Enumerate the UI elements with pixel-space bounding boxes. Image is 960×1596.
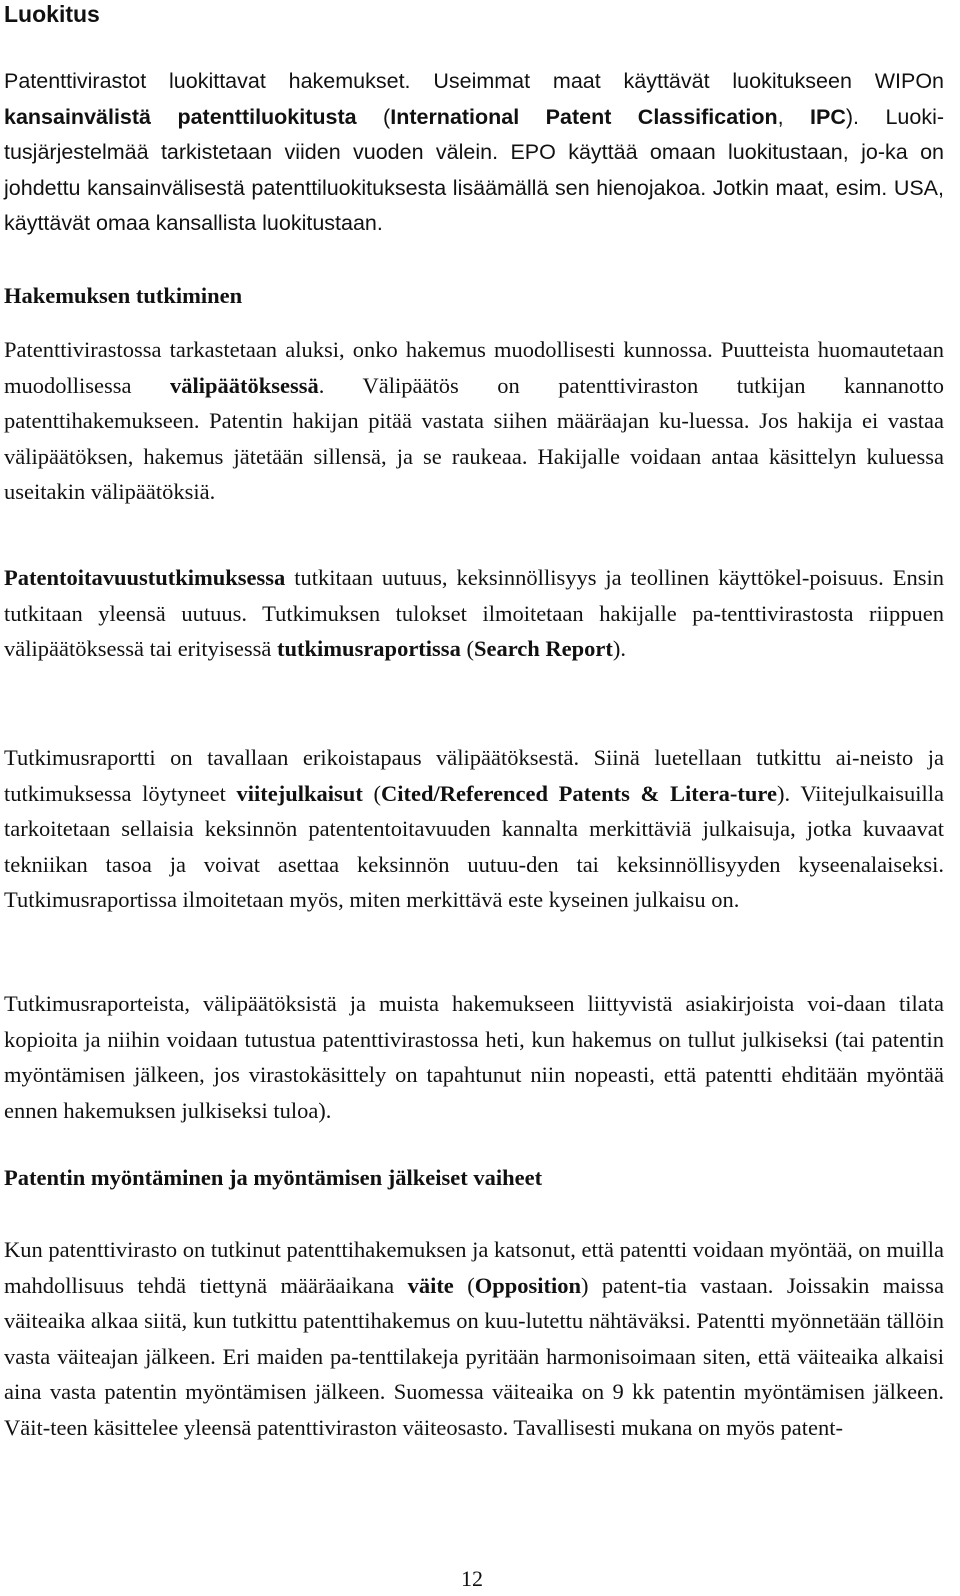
paragraph-valipaatos [4,332,944,510]
bold-term-cited-patents: Cited/Referenced Patents & Litera-ture [380,780,777,806]
paragraph-luokitus [4,64,944,242]
heading-hakemuksen-tutkiminen: Hakemuksen tutkiminen [4,283,243,308]
text-run: Patenttivirastossa tarkastetaan aluksi, onko hakemus muodollisesti kunnossa. Puutteista huomautetaan muodollisessa [4,337,944,398]
bold-term-viitejulkaisut: viitejulkaisut [236,780,363,806]
text-run: ). [612,636,627,661]
text-run: ( [356,104,391,129]
text-run: Kun patenttivirasto on tutkinut patenttihakemuksen ja katsonut, että patentti voidaan myöntää, on muilla mahdollisuus tehdä tiettynä määräaikana [4,1237,944,1298]
text-run: , [777,104,811,129]
bold-term-tutkimusraportti: tutkimusraportissa [277,636,461,661]
bold-term-search-report: Search Report [473,636,613,661]
text-run: ). Viitejulkaisuilla tarkoitetaan sellaisia keksinnön patententoitavuuden kannalta merkittäviä julkaisuja, jotka kuvaavat tekniikan tasoa ja voivat asettaa keksinnön uutuu-den tai keksinnöllisyyden kyseenalaiseksi. Tutkimusraportissa ilmoitetaan myös, miten merkittävä este kyseinen julkaisu on. [4,780,944,912]
text-run: ) patent-tia vastaan. Joissakin maissa väiteaika alkaa siitä, kun tutkittu patenttihakemus on kuu-lutettu nähtäväksi. Patentti myönnetään tällöin vasta väiteajan jälkeen. Eri maiden pa-tenttilakeja pyritään harmonisoimaan siten, että väiteaika alkaisi aina vasta patentin myöntämisen jälkeen. Suomessa väiteaika on 9 kk patentin myöntämisen jälkeen. Väit-teen käsittelee yleensä patenttiviraston väiteosasto. Tavallisesti mukana on myös patent- [4,1272,944,1440]
heading-myontaminen: Patentin myöntäminen ja myöntämisen jälkeiset vaiheet [4,1165,543,1190]
heading-luokitus: Luokitus [4,1,100,27]
paragraph-asiakirjat: Tutkimusraporteista, välipäätöksistä ja muista hakemukseen liittyvistä asiakirjoista voi-daan tilata kopioita ja niihin voidaan tutustua patenttivirastossa heti, kun hakemus on tullut julkiseksi (tai patentin myöntämisen jälkeen, jos virastokäsittely on tapahtunut niin nopeasti, että patentti ehditään myöntää ennen hakemuksen julkiseksi tuloa). [4,991,944,1123]
paragraph-tutkimusraportti [4,740,944,918]
bold-term-ipc-fi: kansainvälistä patenttiluokitusta [4,104,357,129]
text-run: Patenttivirastot luokittavat hakemukset. Useimmat maat käyttävät luokitukseen WIPOn [4,69,944,93]
bold-term-ipc-abbr: IPC [810,104,846,129]
text-run: tutkitaan uutuus, keksinnöllisyys ja teollinen käyttökel-poisuus. Ensin tutkitaan yleensä uutuus. Tutkimuksen tulokset ilmoitetaan hakijalle pa-tenttivirastosta riippuen välipäätöksessä tai erityisessä [4,565,944,661]
bold-term-opposition: Opposition [474,1272,582,1298]
page-number: 12 [461,1566,483,1591]
bold-term-vaite: väite [407,1272,454,1298]
text-run: ( [362,780,381,806]
bold-term-patentoitavuus: Patentoitavuustutkimuksessa [4,565,286,590]
bold-term-valipaatos: välipäätöksessä [170,372,319,398]
paragraph-patentoitavuus [4,560,944,667]
paragraph-vaite [4,1232,944,1445]
bold-term-ipc-en: International Patent Classification [390,104,778,129]
text-run: ). Luoki-tusjärjestelmää tarkistetaan viiden vuoden välein. EPO käyttää omaan luokitustaan, jo-ka on johdettu kansainvälisestä patenttiluokituksesta lisäämällä sen hienojakoa. Jotkin maat, esim. USA, käyttävät omaa kansallista luokitustaan. [4,104,945,235]
text-run: ( [460,636,474,661]
text-run: . Välipäätös on patenttiviraston tutkijan kannanotto patenttihakemukseen. Patentin hakijan pitää vastata siihen määräajan ku-luessa. Jos hakija ei vastaa välipäätöksen, hakemus jätetään sillensä, ja se raukeaa. Hakijalle voidaan antaa käsittelyn kuluessa useitakin välipäätöksiä. [4,372,944,504]
text-run: ( [453,1272,475,1298]
text-run: Tutkimusraportti on tavallaan erikoistapaus välipäätöksestä. Siinä luetellaan tutkittu ai-neisto ja tutkimuksessa löytyneet [4,745,944,806]
